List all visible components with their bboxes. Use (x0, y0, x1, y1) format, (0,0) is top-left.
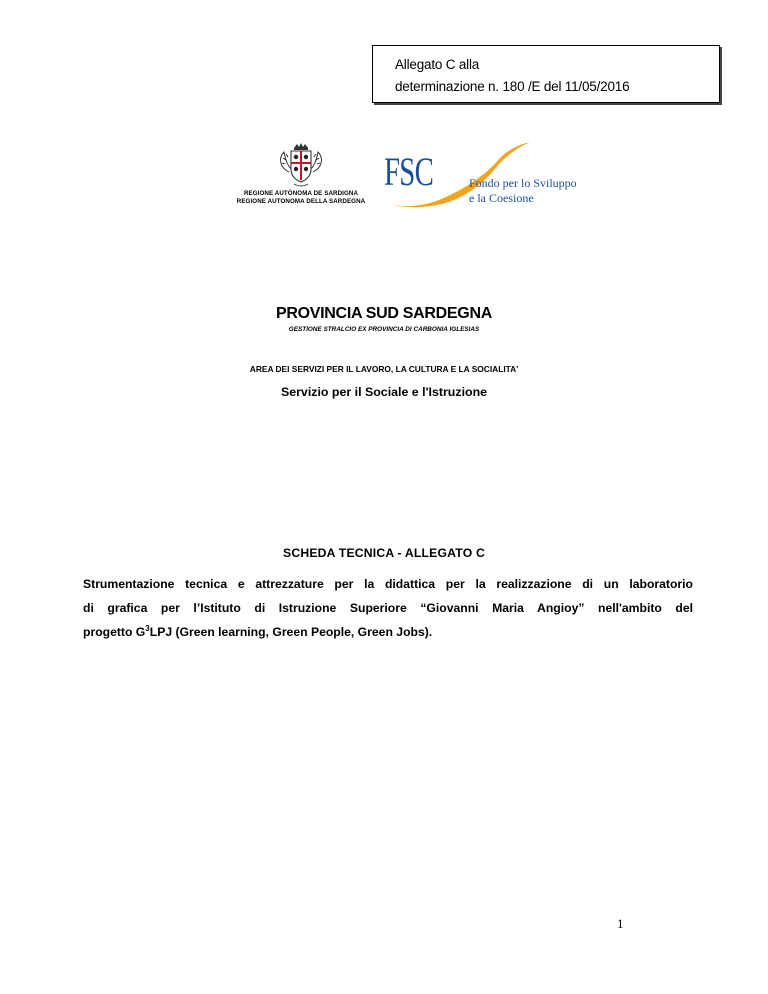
region-name-sardinian: REGIONE AUTÒNOMA DE SARDIGNA (243, 190, 359, 197)
province-subtitle: GESTIONE STRALCIO EX PROVINCIA DI CARBONIA IGLESIAS (288, 326, 480, 333)
document-heading: SCHEDA TECNICA - ALLEGATO C (283, 546, 485, 560)
service-heading: Servizio per il Sociale e l'Istruzione (280, 385, 488, 399)
fsc-subtitle-line-1: Fondo per lo Sviluppo (469, 176, 577, 190)
province-title: PROVINCIA SUD SARDEGNA (276, 305, 492, 322)
description-line-2: di grafica per l’Istituto di Istruzione Superiore “Giovanni Maria Angioy” nell'ambito del (83, 601, 693, 615)
annex-line-2: determinazione n. 180 /E del 11/05/2016 (395, 79, 630, 94)
description-line-3 (83, 620, 693, 644)
annex-line-1: Allegato C alla (395, 57, 480, 72)
description-line-1: Strumentazione tecnica e attrezzature per la didattica per la realizzazione di un laboratorio (83, 577, 693, 591)
fsc-subtitle (469, 176, 577, 206)
region-name-italian: REGIONE AUTONOMA DELLA SARDEGNA (236, 197, 366, 205)
region-name-text (236, 190, 366, 205)
document-description (83, 572, 693, 644)
page-number: 1 (617, 916, 624, 931)
annex-reference-box (372, 45, 720, 103)
fsc-letters: FSC (384, 149, 434, 194)
superscript-three: 3 (145, 623, 150, 633)
region-sardegna-logo (236, 142, 366, 208)
fsc-subtitle-line-2: e la Coesione (469, 191, 534, 205)
sardinia-coat-of-arms-icon (236, 142, 366, 190)
description-line-3-start: progetto G (83, 625, 146, 639)
description-line-3-end: LPJ (Green learning, Green People, Green Jobs). (149, 625, 433, 639)
area-heading: AREA DEI SERVIZI PER IL LAVORO, LA CULTURA E LA SOCIALITA' (249, 364, 519, 374)
fsc-logo (372, 140, 577, 212)
